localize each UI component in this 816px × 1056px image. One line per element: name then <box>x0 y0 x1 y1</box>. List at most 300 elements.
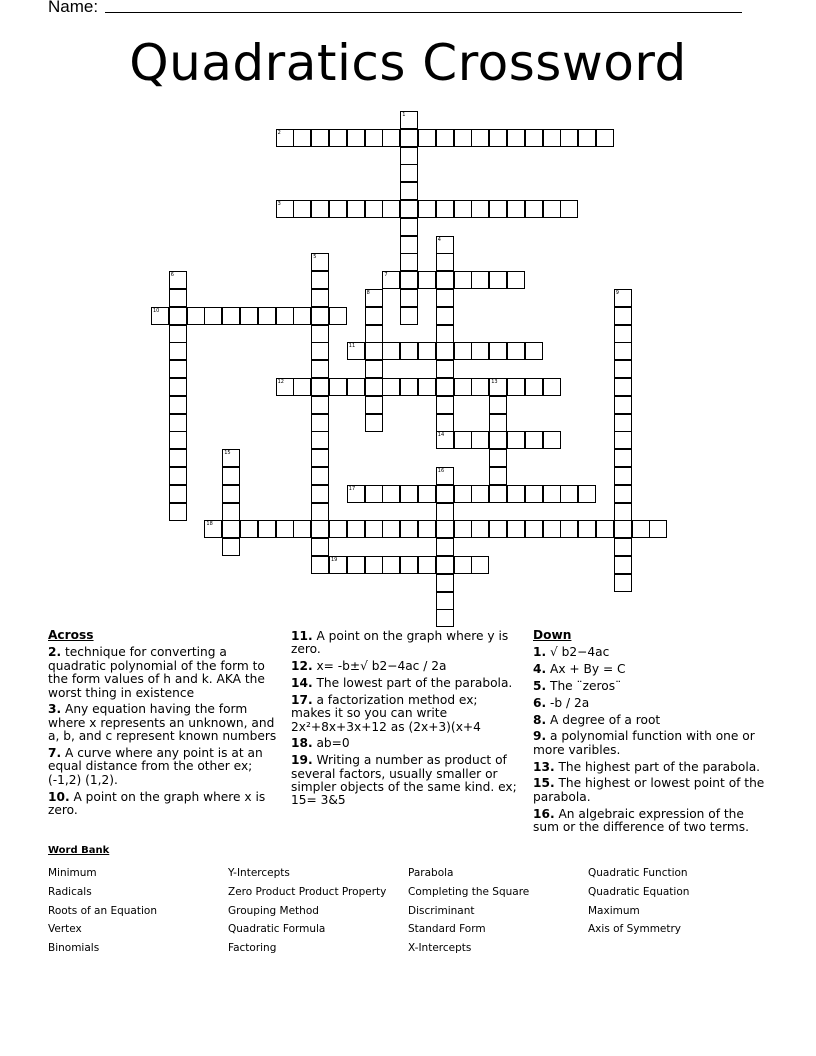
crossword-cell[interactable] <box>400 164 418 182</box>
clue-number: 4 <box>437 236 441 243</box>
crossword-cell[interactable] <box>311 253 329 271</box>
crossword-cell[interactable] <box>525 378 543 396</box>
crossword-cell[interactable] <box>543 431 561 449</box>
crossword-cell[interactable] <box>365 378 383 396</box>
crossword-cell[interactable] <box>365 200 383 218</box>
crossword-cell[interactable] <box>543 485 561 503</box>
crossword-cell[interactable] <box>311 378 329 396</box>
crossword-cell[interactable] <box>614 431 632 449</box>
crossword-cell[interactable] <box>489 520 507 538</box>
crossword-cell[interactable] <box>525 431 543 449</box>
crossword-cell[interactable] <box>169 449 187 467</box>
crossword-cell[interactable] <box>436 431 454 449</box>
crossword-cell[interactable] <box>311 271 329 289</box>
clue-number-label: 4. <box>533 662 547 677</box>
down-clues-column <box>533 629 773 838</box>
crossword-cell[interactable] <box>347 556 365 574</box>
crossword-cell[interactable] <box>436 467 454 485</box>
crossword-cell[interactable] <box>151 307 169 325</box>
crossword-cell[interactable] <box>400 342 418 360</box>
crossword-cell[interactable] <box>543 129 561 147</box>
crossword-cell[interactable] <box>507 431 525 449</box>
clue-number-label: 6. <box>533 695 547 710</box>
crossword-cell[interactable] <box>365 396 383 414</box>
crossword-cell[interactable] <box>293 129 311 147</box>
crossword-cell[interactable] <box>222 538 240 556</box>
crossword-cell[interactable] <box>614 289 632 307</box>
crossword-cell[interactable] <box>400 111 418 129</box>
crossword-cell[interactable] <box>436 271 454 289</box>
crossword-cell[interactable] <box>400 289 418 307</box>
down-heading: Down <box>533 628 572 642</box>
crossword-cell[interactable] <box>382 271 400 289</box>
crossword-cell[interactable] <box>400 307 418 325</box>
crossword-cell[interactable] <box>418 520 436 538</box>
clue-item <box>533 730 773 757</box>
crossword-cell[interactable] <box>276 378 294 396</box>
crossword-cell[interactable] <box>400 485 418 503</box>
crossword-cell[interactable] <box>436 200 454 218</box>
crossword-cell[interactable] <box>329 129 347 147</box>
crossword-cell[interactable] <box>614 378 632 396</box>
crossword-cell[interactable] <box>436 307 454 325</box>
crossword-cell[interactable] <box>436 609 454 627</box>
crossword-cell[interactable] <box>382 342 400 360</box>
crossword-cell[interactable] <box>507 378 525 396</box>
crossword-cell[interactable] <box>436 503 454 521</box>
crossword-cell[interactable] <box>418 485 436 503</box>
clue-text: The highest part of the parabola. <box>554 759 761 774</box>
crossword-cell[interactable] <box>240 307 258 325</box>
clue-item <box>533 663 773 676</box>
crossword-cell[interactable] <box>471 378 489 396</box>
crossword-cell[interactable] <box>489 431 507 449</box>
crossword-cell[interactable] <box>400 253 418 271</box>
crossword-cell[interactable] <box>560 200 578 218</box>
clue-text: Any equation having the form where x represents an unknown, and a, b, and c represent known numbers <box>48 702 277 744</box>
crossword-cell[interactable] <box>454 129 472 147</box>
crossword-cell[interactable] <box>436 414 454 432</box>
crossword-cell[interactable] <box>454 431 472 449</box>
clue-number: 10 <box>153 307 160 314</box>
crossword-cell[interactable] <box>471 200 489 218</box>
clue-text: ab=0 <box>312 736 350 751</box>
crossword-cell[interactable] <box>614 396 632 414</box>
crossword-cell[interactable] <box>169 396 187 414</box>
crossword-cell[interactable] <box>632 520 650 538</box>
crossword-cell[interactable] <box>329 307 347 325</box>
crossword-cell[interactable] <box>311 449 329 467</box>
crossword-cell[interactable] <box>400 182 418 200</box>
clue-text: -b / 2a <box>546 695 590 710</box>
clue-item <box>533 697 773 710</box>
crossword-cell[interactable] <box>614 574 632 592</box>
crossword-cell[interactable] <box>614 307 632 325</box>
clue-number: 13 <box>491 379 498 385</box>
crossword-cell[interactable] <box>614 485 632 503</box>
crossword-cell[interactable] <box>596 520 614 538</box>
crossword-cell[interactable] <box>382 520 400 538</box>
crossword-cell[interactable] <box>471 342 489 360</box>
crossword-cell[interactable] <box>489 396 507 414</box>
crossword-cell[interactable] <box>187 307 205 325</box>
crossword-cell[interactable] <box>400 556 418 574</box>
crossword-cell[interactable] <box>614 449 632 467</box>
crossword-cell[interactable] <box>169 503 187 521</box>
clue-item <box>291 737 521 750</box>
clue-item <box>48 646 280 700</box>
clue-number-label: 2. <box>48 645 62 660</box>
clue-item <box>48 703 280 743</box>
word-bank-item: Vertex <box>48 923 82 936</box>
crossword-cell[interactable] <box>560 485 578 503</box>
crossword-cell[interactable] <box>311 431 329 449</box>
crossword-cell[interactable] <box>169 485 187 503</box>
clue-item <box>291 754 521 808</box>
crossword-cell[interactable] <box>382 378 400 396</box>
word-bank-item: Radicals <box>48 885 92 898</box>
crossword-cell[interactable] <box>311 485 329 503</box>
crossword-cell[interactable] <box>204 307 222 325</box>
crossword-cell[interactable] <box>471 129 489 147</box>
crossword-cell[interactable] <box>543 378 561 396</box>
crossword-cell[interactable] <box>169 467 187 485</box>
crossword-cell[interactable] <box>454 378 472 396</box>
crossword-cell[interactable] <box>507 271 525 289</box>
crossword-cell[interactable] <box>578 485 596 503</box>
clue-number-label: 10. <box>48 789 70 804</box>
crossword-cell[interactable] <box>222 503 240 521</box>
crossword-cell[interactable] <box>347 342 365 360</box>
word-bank-item: Axis of Symmetry <box>588 923 682 936</box>
crossword-cell[interactable] <box>489 485 507 503</box>
crossword-cell[interactable] <box>489 449 507 467</box>
clue-text: The lowest part of the parabola. <box>312 676 513 690</box>
crossword-cell[interactable] <box>454 200 472 218</box>
crossword-cell[interactable] <box>436 538 454 556</box>
crossword-cell[interactable] <box>489 414 507 432</box>
crossword-cell[interactable] <box>293 520 311 538</box>
crossword-cell[interactable] <box>382 129 400 147</box>
crossword-cell[interactable] <box>578 129 596 147</box>
crossword-cell[interactable] <box>436 520 454 538</box>
crossword-cell[interactable] <box>169 431 187 449</box>
crossword-cell[interactable] <box>454 556 472 574</box>
crossword-cell[interactable] <box>365 485 383 503</box>
crossword-cell[interactable] <box>436 325 454 343</box>
crossword-cell[interactable] <box>222 520 240 538</box>
clue-item <box>533 646 773 659</box>
clue-number-label: 15. <box>533 776 555 791</box>
crossword-cell[interactable] <box>347 200 365 218</box>
clue-item <box>48 791 280 818</box>
clue-text: An algebraic expression of the sum or the difference of two terms. <box>533 806 749 834</box>
crossword-cell[interactable] <box>436 556 454 574</box>
crossword-cell[interactable] <box>614 538 632 556</box>
crossword-cell[interactable] <box>596 129 614 147</box>
clue-text: Ax + By = C <box>546 662 626 677</box>
clue-number: 5 <box>313 254 317 261</box>
crossword-cell[interactable] <box>400 147 418 165</box>
word-bank-item: Discriminant <box>408 904 475 917</box>
clue-number: 2 <box>277 129 281 136</box>
crossword-cell[interactable] <box>365 520 383 538</box>
clue-text: x= -b±√ b2−4ac / 2a <box>312 659 447 674</box>
across-clues-column-1 <box>48 629 280 821</box>
crossword-cell[interactable] <box>382 485 400 503</box>
crossword-cell[interactable] <box>222 449 240 467</box>
crossword-cell[interactable] <box>400 520 418 538</box>
word-bank-item: Factoring <box>228 942 277 955</box>
crossword-cell[interactable] <box>525 342 543 360</box>
clue-number: 18 <box>206 521 213 528</box>
crossword-cell[interactable] <box>400 200 418 218</box>
crossword-cell[interactable] <box>276 129 294 147</box>
crossword-cell[interactable] <box>436 129 454 147</box>
crossword-cell[interactable] <box>418 556 436 574</box>
crossword-cell[interactable] <box>400 378 418 396</box>
word-bank-column <box>228 864 386 958</box>
crossword-cell[interactable] <box>418 342 436 360</box>
clue-number-label: 13. <box>533 759 555 774</box>
crossword-cell[interactable] <box>436 592 454 610</box>
crossword-cell[interactable] <box>382 556 400 574</box>
crossword-cell[interactable] <box>329 556 347 574</box>
crossword-cell[interactable] <box>418 378 436 396</box>
crossword-cell[interactable] <box>169 325 187 343</box>
across-clues-column-2 <box>291 630 521 811</box>
crossword-cell[interactable] <box>471 485 489 503</box>
crossword-cell[interactable] <box>258 520 276 538</box>
crossword-cell[interactable] <box>329 520 347 538</box>
crossword-cell[interactable] <box>507 520 525 538</box>
crossword-cell[interactable] <box>293 200 311 218</box>
crossword-cell[interactable] <box>436 378 454 396</box>
clue-number: 6 <box>170 272 174 279</box>
clue-text: a polynomial function with one or more varibles. <box>533 729 755 757</box>
clue-number: 9 <box>615 290 619 296</box>
crossword-cell[interactable] <box>436 574 454 592</box>
crossword-cell[interactable] <box>365 556 383 574</box>
clue-number-label: 19. <box>291 753 313 768</box>
crossword-cell[interactable] <box>418 271 436 289</box>
crossword-cell[interactable] <box>471 556 489 574</box>
crossword-cell[interactable] <box>311 556 329 574</box>
crossword-cell[interactable] <box>471 271 489 289</box>
clue-number-label: 1. <box>533 645 547 660</box>
crossword-cell[interactable] <box>454 271 472 289</box>
crossword-cell[interactable] <box>311 129 329 147</box>
crossword-cell[interactable] <box>614 325 632 343</box>
crossword-cell[interactable] <box>365 129 383 147</box>
clue-text: Writing a number as product of several factors, usually smaller or simpler objects of the same kind. ex; 15= 3&5 <box>291 753 517 808</box>
crossword-cell[interactable] <box>489 342 507 360</box>
crossword-cell[interactable] <box>169 360 187 378</box>
crossword-cell[interactable] <box>365 307 383 325</box>
clue-text: A curve where any point is at an equal distance from the other ex; (-1,2) (1,2). <box>48 746 263 787</box>
crossword-cell[interactable] <box>489 467 507 485</box>
crossword-cell[interactable] <box>276 200 294 218</box>
clue-number: 12 <box>277 379 284 385</box>
crossword-cell[interactable] <box>293 307 311 325</box>
crossword-cell[interactable] <box>311 414 329 432</box>
crossword-cell[interactable] <box>614 556 632 574</box>
clue-number: 1 <box>402 112 406 118</box>
crossword-cell[interactable] <box>169 289 187 307</box>
clue-number-label: 14. <box>291 676 313 690</box>
clue-text: A degree of a root <box>546 712 661 727</box>
crossword-cell[interactable] <box>560 520 578 538</box>
clue-number-label: 12. <box>291 659 313 674</box>
word-bank-column <box>588 864 689 939</box>
crossword-cell[interactable] <box>293 378 311 396</box>
crossword-cell[interactable] <box>507 200 525 218</box>
clue-item <box>533 714 773 727</box>
crossword-cell[interactable] <box>418 129 436 147</box>
crossword-cell[interactable] <box>347 485 365 503</box>
crossword-cell[interactable] <box>436 360 454 378</box>
crossword-cell[interactable] <box>169 378 187 396</box>
crossword-cell[interactable] <box>454 485 472 503</box>
crossword-cell[interactable] <box>525 485 543 503</box>
clue-text: A point on the graph where y is zero. <box>291 629 509 657</box>
crossword-cell[interactable] <box>525 520 543 538</box>
crossword-cell[interactable] <box>400 129 418 147</box>
clue-text: The highest or lowest point of the parabola. <box>533 776 765 804</box>
word-bank-column <box>408 864 529 958</box>
word-bank-item: Binomials <box>48 942 100 955</box>
crossword-cell[interactable] <box>436 236 454 254</box>
crossword-cell[interactable] <box>454 342 472 360</box>
crossword-cell[interactable] <box>365 289 383 307</box>
crossword-cell[interactable] <box>436 289 454 307</box>
crossword-cell[interactable] <box>311 200 329 218</box>
crossword-cell[interactable] <box>347 129 365 147</box>
crossword-cell[interactable] <box>614 414 632 432</box>
crossword-cell[interactable] <box>614 342 632 360</box>
clue-number: 17 <box>348 485 356 492</box>
crossword-cell[interactable] <box>311 467 329 485</box>
crossword-cell[interactable] <box>222 467 240 485</box>
crossword-cell[interactable] <box>169 307 187 325</box>
crossword-cell[interactable] <box>614 520 632 538</box>
clue-number: 3 <box>277 201 281 207</box>
crossword-cell[interactable] <box>169 271 187 289</box>
crossword-cell[interactable] <box>276 307 294 325</box>
crossword-cell[interactable] <box>204 520 222 538</box>
crossword-cell[interactable] <box>169 342 187 360</box>
clue-item <box>533 680 773 693</box>
crossword-cell[interactable] <box>365 360 383 378</box>
word-bank-item: Quadratic Formula <box>228 923 326 936</box>
crossword-cell[interactable] <box>578 520 596 538</box>
crossword-cell[interactable] <box>240 520 258 538</box>
crossword-cell[interactable] <box>258 307 276 325</box>
crossword-cell[interactable] <box>507 342 525 360</box>
crossword-cell[interactable] <box>614 503 632 521</box>
crossword-cell[interactable] <box>614 467 632 485</box>
crossword-cell[interactable] <box>329 378 347 396</box>
crossword-cell[interactable] <box>489 378 507 396</box>
crossword-cell[interactable] <box>525 200 543 218</box>
crossword-cell[interactable] <box>311 307 329 325</box>
crossword-cell[interactable] <box>560 129 578 147</box>
crossword-cell[interactable] <box>418 200 436 218</box>
crossword-cell[interactable] <box>311 360 329 378</box>
word-bank-item: Roots of an Equation <box>48 904 157 917</box>
crossword-cell[interactable] <box>222 485 240 503</box>
crossword-cell[interactable] <box>507 129 525 147</box>
crossword-cell[interactable] <box>365 325 383 343</box>
word-bank-item: Parabola <box>408 867 454 879</box>
crossword-cell[interactable] <box>311 520 329 538</box>
crossword-cell[interactable] <box>525 129 543 147</box>
word-bank-item: Grouping Method <box>228 904 319 917</box>
crossword-cell[interactable] <box>347 520 365 538</box>
crossword-cell[interactable] <box>436 342 454 360</box>
crossword-cell[interactable] <box>489 271 507 289</box>
crossword-cell[interactable] <box>507 485 525 503</box>
crossword-cell[interactable] <box>382 200 400 218</box>
crossword-cell[interactable] <box>311 342 329 360</box>
crossword-cell[interactable] <box>400 218 418 236</box>
clue-item <box>291 694 521 734</box>
crossword-cell[interactable] <box>543 200 561 218</box>
clue-number-label: 3. <box>48 702 62 717</box>
crossword-cell[interactable] <box>311 289 329 307</box>
clue-item <box>533 808 773 835</box>
crossword-cell[interactable] <box>454 520 472 538</box>
clue-number: 7 <box>384 272 388 279</box>
crossword-cell[interactable] <box>169 414 187 432</box>
crossword-cell[interactable] <box>489 129 507 147</box>
crossword-cell[interactable] <box>329 200 347 218</box>
crossword-cell[interactable] <box>365 342 383 360</box>
clue-number-label: 5. <box>533 679 547 693</box>
word-bank-column <box>48 864 157 958</box>
clue-item <box>291 660 521 673</box>
crossword-cell[interactable] <box>614 360 632 378</box>
crossword-cell[interactable] <box>400 271 418 289</box>
clue-number: 15 <box>224 450 231 457</box>
crossword-cell[interactable] <box>365 414 383 432</box>
crossword-cell[interactable] <box>436 396 454 414</box>
crossword-cell[interactable] <box>489 200 507 218</box>
crossword-cell[interactable] <box>347 378 365 396</box>
crossword-cell[interactable] <box>543 520 561 538</box>
crossword-cell[interactable] <box>436 485 454 503</box>
clue-number: 14 <box>437 432 445 439</box>
crossword-cell[interactable] <box>311 538 329 556</box>
clue-number-label: 11. <box>291 629 313 643</box>
crossword-cell[interactable] <box>400 236 418 254</box>
crossword-cell[interactable] <box>471 520 489 538</box>
crossword-cell[interactable] <box>471 431 489 449</box>
clue-text: a factorization method ex; makes it so you can write 2x²+8x+3x+12 as (2x+3)(x+4 <box>291 692 481 734</box>
crossword-cell[interactable] <box>311 396 329 414</box>
crossword-cell[interactable] <box>436 253 454 271</box>
crossword-cell[interactable] <box>222 307 240 325</box>
word-bank-item: Y-Intercepts <box>228 867 290 879</box>
crossword-cell[interactable] <box>311 503 329 521</box>
clue-item <box>291 630 521 657</box>
crossword-cell[interactable] <box>276 520 294 538</box>
crossword-cell[interactable] <box>649 520 667 538</box>
crossword-cell[interactable] <box>311 325 329 343</box>
clue-number-label: 9. <box>533 729 547 744</box>
clue-text: A point on the graph where x is zero. <box>48 789 266 818</box>
clue-text: The ¨zeros¨ <box>546 679 622 693</box>
